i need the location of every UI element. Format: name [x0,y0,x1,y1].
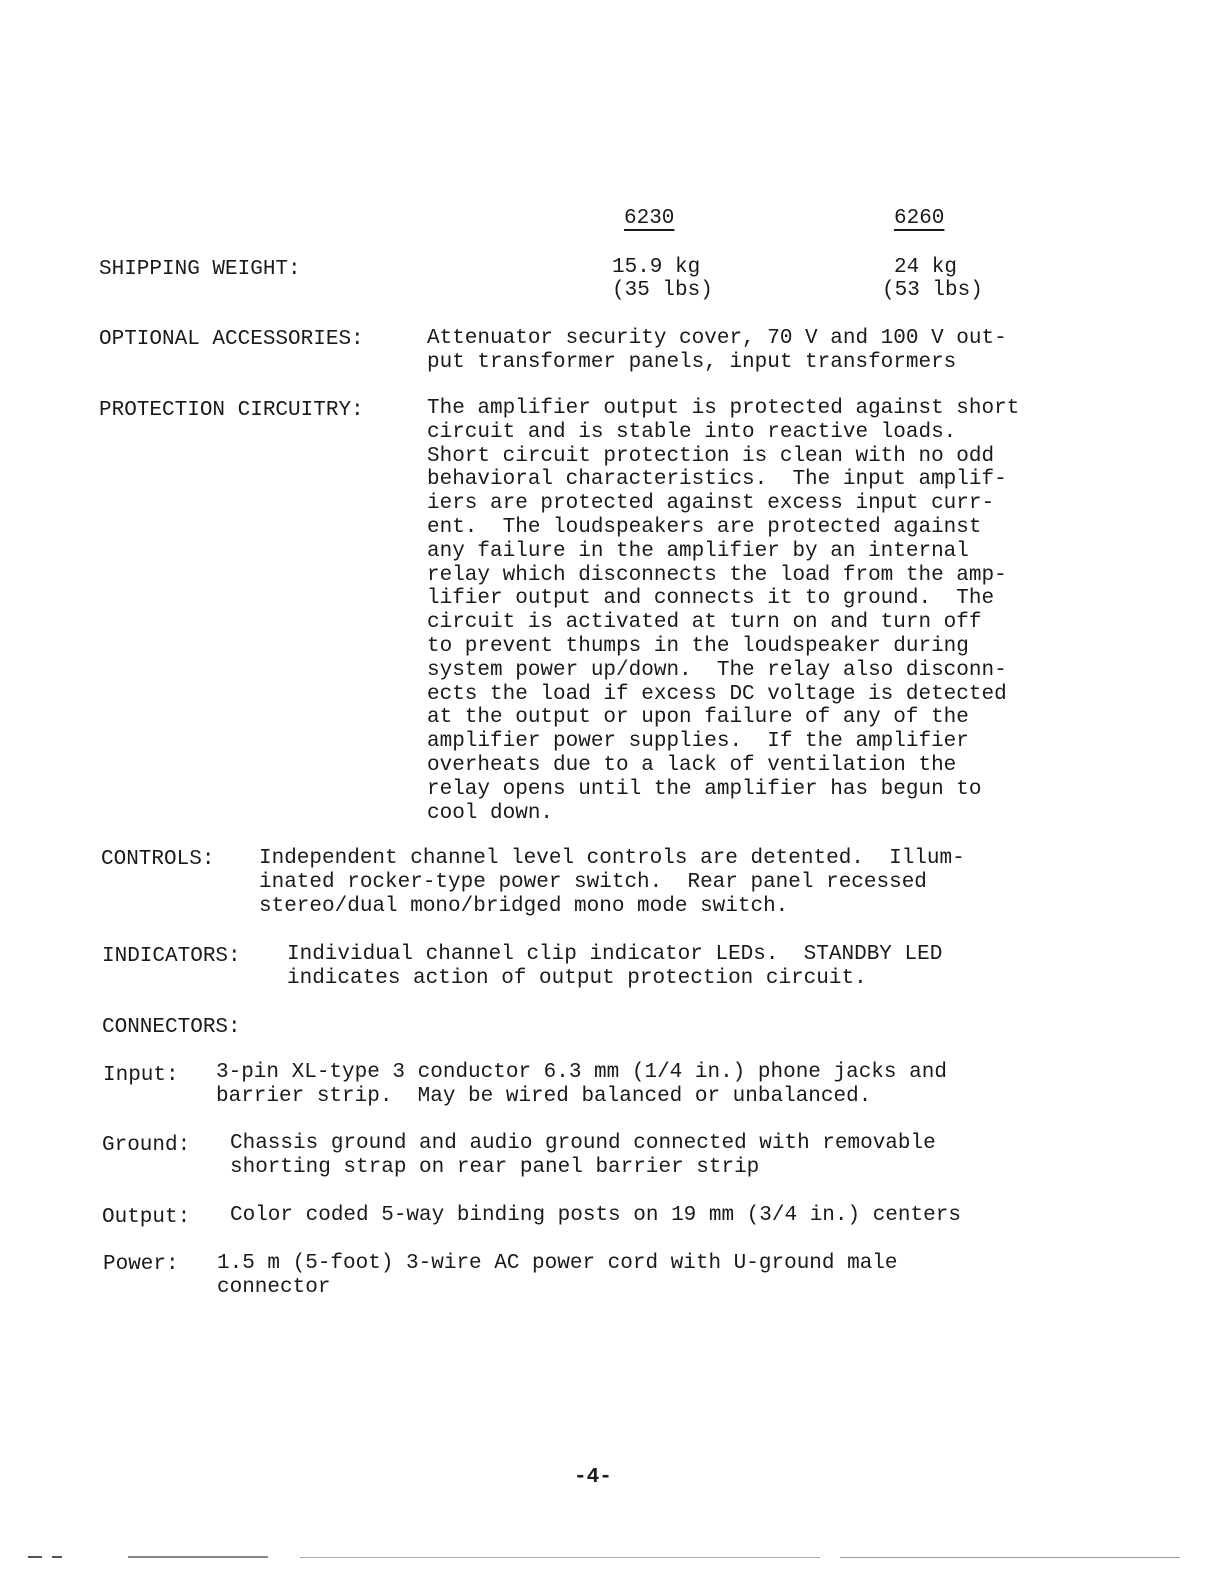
text-line: ent. The loudspeakers are protected against [427,515,982,539]
text-line: barrier strip. May be wired balanced or unbalanced. [216,1084,872,1108]
text-line: indicates action of output protection circuit. [287,966,867,990]
shipping-weight-6260-lbs: (53 lbs) [882,279,983,302]
input-text [216,1061,947,1109]
text-line: connector [217,1275,331,1299]
text-line: cool down. [427,801,554,825]
text-line: Color coded 5-way binding posts on 19 mm (3/4 in.) centers [230,1204,961,1227]
shipping-weight-6230-lbs: (35 lbs) [612,279,713,302]
text-line: system power up/down. The relay also disconn- [427,658,1007,682]
text-line: stereo/dual mono/bridged mono mode switch. [259,894,789,918]
text-line: relay opens until the amplifier has begun to [427,777,982,801]
text-line: Attenuator security cover, 70 V and 100 V out- [427,327,1007,350]
text-line: any failure in the amplifier by an internal [427,539,969,563]
shipping-weight-label: SHIPPING WEIGHT: [99,258,301,281]
text-line: put transformer panels, input transformers [427,350,957,374]
text-line: inated rocker-type power switch. Rear panel recessed [259,870,927,894]
text-line: Short circuit protection is clean with no odd [427,444,995,468]
protection-circuitry-label: PROTECTION CIRCUITRY: [99,399,364,422]
text-line: shorting strap on rear panel barrier strip [230,1155,760,1179]
ground-text [230,1132,936,1180]
model-6260-header: 6260 [894,207,945,230]
text-line: lifier output and connects it to ground. The [427,587,995,611]
text-line: Chassis ground and audio ground connected with removable [230,1132,936,1155]
shipping-weight-6230-kg: 15.9 kg [612,256,701,279]
text-line: circuit and is stable into reactive loads. [427,420,957,444]
text-line: circuit is activated at turn on and turn off [427,611,982,635]
output-label: Output: [102,1206,191,1229]
text-line: relay which disconnects the load from the amp- [427,563,1007,587]
shipping-weight-6260-kg: 24 kg [894,256,958,279]
text-line: Individual channel clip indicator LEDs. STANDBY LED [287,943,943,966]
scan-mark [52,1556,62,1558]
optional-accessories-text [427,327,1007,375]
output-text [230,1204,961,1228]
text-line: ects the load if excess DC voltage is detected [427,682,1007,706]
text-line: The amplifier output is protected against short [427,397,1020,420]
text-line: to prevent thumps in the loudspeaker during [427,634,969,658]
model-6230-header: 6230 [624,207,675,230]
power-text [217,1252,898,1300]
optional-accessories-label: OPTIONAL ACCESSORIES: [99,328,364,351]
text-line: Independent channel level controls are detented. Illum- [259,847,965,870]
power-label: Power: [103,1253,179,1276]
text-line: behavioral characteristics. The input amplif- [427,468,1007,492]
text-line: at the output or upon failure of any of the [427,706,969,730]
ground-label: Ground: [102,1134,191,1157]
scan-mark [840,1557,1180,1558]
input-label: Input: [103,1064,179,1087]
indicators-label: INDICATORS: [102,945,241,968]
indicators-text [287,943,942,991]
text-line: overheats due to a lack of ventilation the [427,753,957,777]
controls-label: CONTROLS: [101,848,215,871]
page-number: -4- [574,1466,612,1489]
scan-mark [128,1556,268,1558]
text-line: 3-pin XL-type 3 conductor 6.3 mm (1/4 in.) phone jacks and [216,1061,947,1084]
text-line: amplifier power supplies. If the amplifier [427,730,969,754]
text-line: iers are protected against excess input curr- [427,492,995,516]
connectors-label: CONNECTORS: [102,1016,241,1039]
controls-text [259,847,965,918]
text-line: 1.5 m (5-foot) 3-wire AC power cord with U-ground male [217,1252,898,1275]
scan-mark [28,1556,42,1558]
scan-mark [300,1557,820,1558]
protection-circuitry-text [427,397,1019,825]
